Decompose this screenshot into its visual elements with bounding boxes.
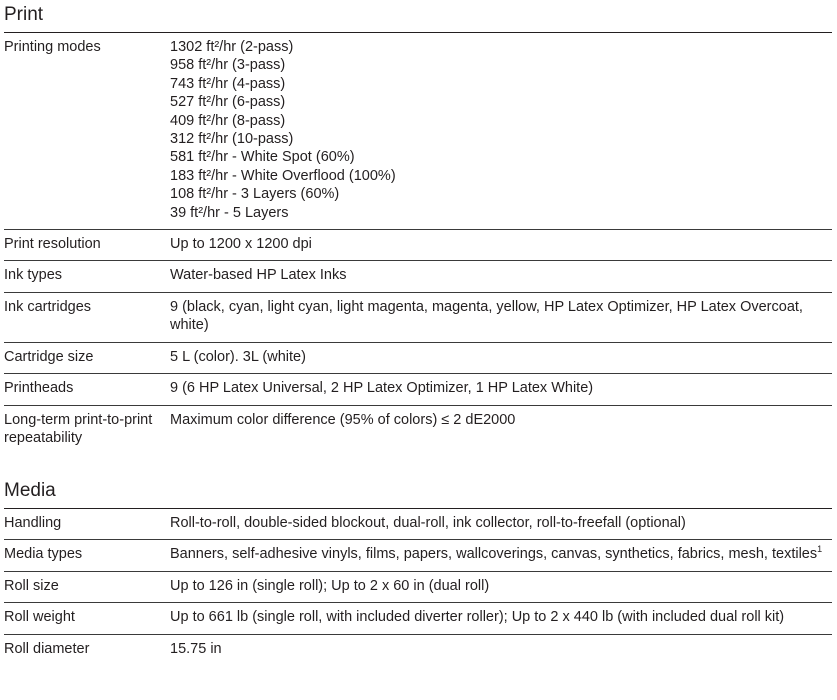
footnote-marker: 1 xyxy=(817,544,823,555)
spec-value: Roll-to-roll, double-sided blockout, dual-roll, ink collector, roll-to-freefall (optional) xyxy=(170,515,686,531)
spec-label: Roll weight xyxy=(4,603,170,634)
spec-label: Long-term print-to-print repeatability xyxy=(4,405,170,454)
spec-value: 15.75 in xyxy=(170,634,832,665)
spec-row-print-resolution xyxy=(4,230,832,261)
spec-value-printing-modes xyxy=(170,33,832,230)
spec-label: Roll size xyxy=(4,571,170,602)
spec-row-ink-cartridges xyxy=(4,292,832,342)
print-section xyxy=(4,3,832,454)
spec-label: Print resolution xyxy=(4,230,170,261)
spec-value-text: Banners, self-adhesive vinyls, films, papers, wallcoverings, canvas, synthetics, fabrics, mesh, textiles xyxy=(170,546,818,563)
spec-label: Printheads xyxy=(4,374,170,405)
spec-label: Ink types xyxy=(4,261,170,292)
print-section-title: Print xyxy=(4,4,44,25)
media-section-title: Media xyxy=(4,480,56,501)
spec-row-repeatability xyxy=(4,405,832,454)
spec-value: 9 (6 HP Latex Universal, 2 HP Latex Optimizer, 1 HP Latex White) xyxy=(170,374,832,405)
spec-value: Up to 126 in (single roll); Up to 2 x 60 in (dual roll) xyxy=(170,571,832,602)
printing-mode-item: 527 ft²/hr (6-pass) xyxy=(170,94,286,111)
spec-label: Media types xyxy=(4,540,170,571)
spec-label: Printing modes xyxy=(4,39,101,55)
printing-mode-item: 743 ft²/hr (4-pass) xyxy=(170,75,286,92)
spec-value: Maximum color difference (95% of colors) ≤ 2 dE2000 xyxy=(170,405,832,454)
spec-row-handling xyxy=(4,509,832,540)
spec-row-roll-weight xyxy=(4,603,832,634)
media-section xyxy=(4,479,832,665)
spec-value-media-types xyxy=(170,540,832,571)
spec-value: Up to 1200 x 1200 dpi xyxy=(170,230,832,261)
spec-row-printheads xyxy=(4,374,832,405)
media-spec-table xyxy=(4,509,832,665)
printing-mode-item: 39 ft²/hr - 5 Layers xyxy=(170,204,289,221)
spec-row-roll-size xyxy=(4,571,832,602)
printing-mode-item: 581 ft²/hr - White Spot (60%) xyxy=(170,149,355,166)
printing-mode-item: 312 ft²/hr (10-pass) xyxy=(170,131,294,148)
spec-label: Cartridge size xyxy=(4,342,170,373)
spec-row-cartridge-size xyxy=(4,342,832,373)
spec-value: 9 (black, cyan, light cyan, light magenta, magenta, yellow, HP Latex Optimizer, HP Latex Overcoat, white) xyxy=(170,292,832,342)
spec-row-ink-types xyxy=(4,261,832,292)
spec-value: Water-based HP Latex Inks xyxy=(170,261,832,292)
printing-mode-item: 108 ft²/hr - 3 Layers (60%) xyxy=(170,186,340,203)
printing-mode-item: 958 ft²/hr (3-pass) xyxy=(170,57,286,74)
print-spec-table xyxy=(4,33,832,454)
spec-value: 5 L (color). 3L (white) xyxy=(170,342,832,373)
spec-row-media-types xyxy=(4,540,832,571)
spec-value: Up to 661 lb (single roll, with included diverter roller); Up to 2 x 440 lb (with included dual roll kit) xyxy=(170,603,832,634)
spec-label: Ink cartridges xyxy=(4,292,170,342)
printing-mode-item: 183 ft²/hr - White Overflood (100%) xyxy=(170,167,396,184)
spec-row-printing-modes xyxy=(4,33,832,230)
printing-mode-item: 409 ft²/hr (8-pass) xyxy=(170,112,286,129)
spec-row-roll-diameter xyxy=(4,634,832,665)
spec-label: Handling xyxy=(4,515,62,531)
spec-label: Roll diameter xyxy=(4,634,170,665)
printing-mode-item: 1302 ft²/hr (2-pass) xyxy=(170,39,294,55)
